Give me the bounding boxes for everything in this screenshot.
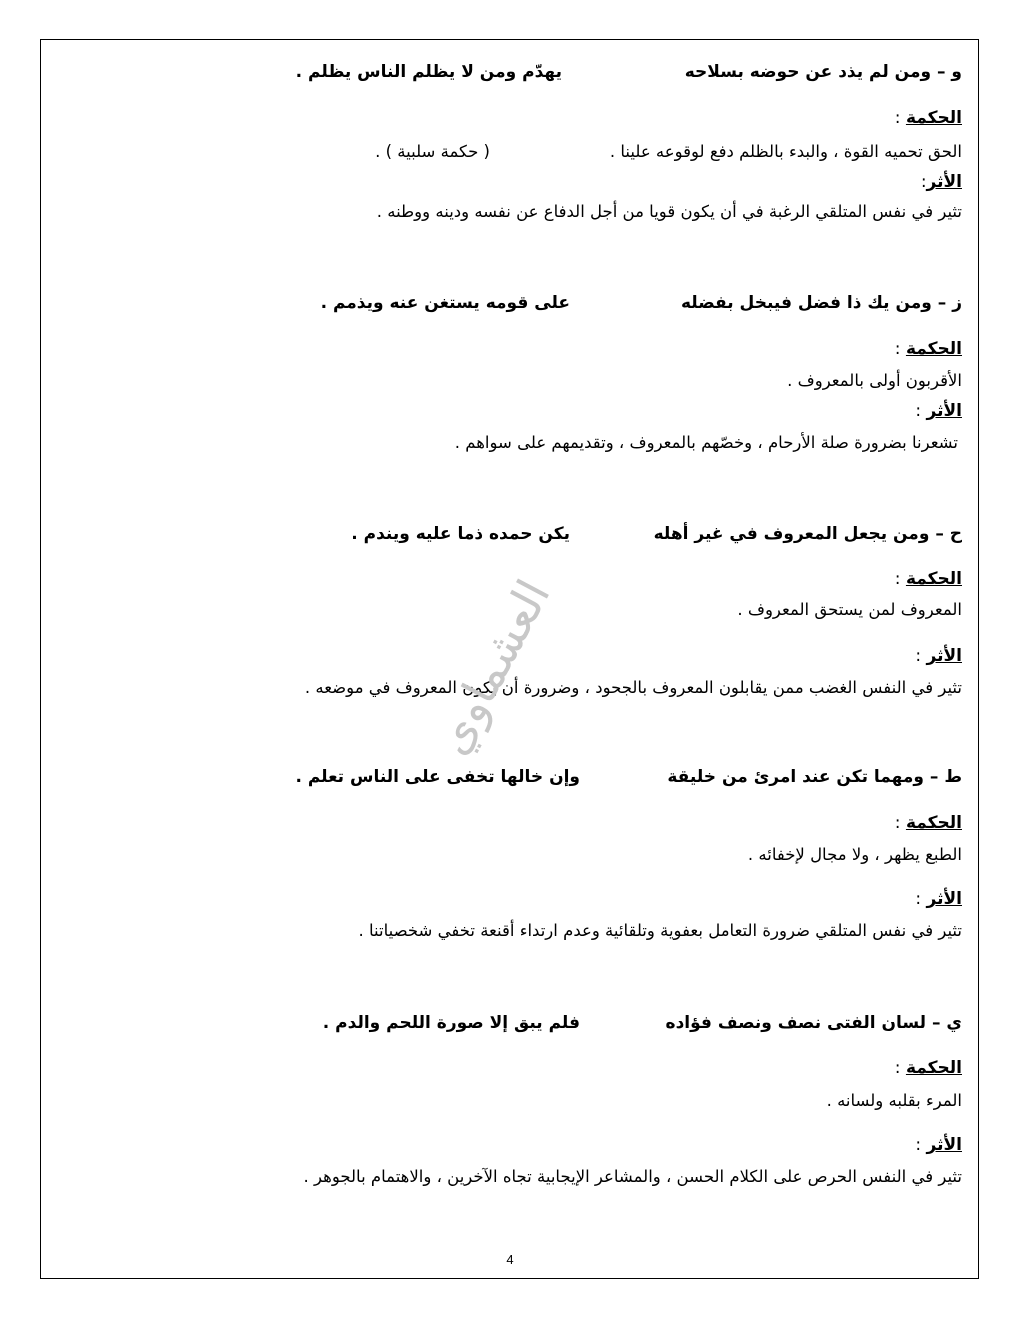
hemistich-first-text: ومن يك ذا فضل فيبخل بفضله bbox=[681, 293, 932, 313]
hemistich-second: يكن حمده ذما عليه ويندم . bbox=[351, 524, 570, 544]
wisdom-text: الحق تحميه القوة ، والبدء بالظلم دفع لوقوعه علينا . bbox=[609, 142, 962, 161]
effect-label-text: الأثر bbox=[926, 401, 962, 421]
wisdom-text: الطبع يظهر ، ولا مجال لإخفائه . bbox=[747, 845, 962, 864]
colon: : bbox=[894, 813, 901, 833]
verse-line bbox=[0, 62, 1020, 92]
colon: : bbox=[915, 401, 922, 421]
hemistich-first bbox=[681, 293, 962, 313]
colon: : bbox=[915, 889, 922, 909]
effect-text: تثير في نفس المتلقي الرغبة في أن يكون قويا من أجل الدفاع عن نفسه ودينه ووطنه . bbox=[376, 202, 962, 221]
effect-label-text: الأثر bbox=[926, 646, 962, 666]
wisdom-label bbox=[895, 569, 962, 589]
wisdom-label-text: الحكمة bbox=[905, 813, 962, 833]
effect-label-text: الأثر bbox=[926, 1135, 962, 1155]
verse-line bbox=[0, 767, 1020, 797]
hemistich-first bbox=[685, 62, 962, 82]
wisdom-label-text: الحكمة bbox=[905, 1058, 962, 1078]
colon: : bbox=[894, 108, 901, 128]
hemistich-first bbox=[666, 1013, 962, 1033]
effect-text: تثير في النفس الحرص على الكلام الحسن ، والمشاعر الإيجابية تجاه الآخرين ، والاهتمام بالجوهر . bbox=[303, 1167, 962, 1186]
wisdom-label-text: الحكمة bbox=[905, 569, 962, 589]
hemistich-first-text: ومن لم يذد عن حوضه بسلاحه bbox=[684, 62, 932, 82]
effect-label-text: الأثر bbox=[926, 889, 962, 909]
colon: : bbox=[894, 1058, 901, 1078]
effect-text: تثير في النفس الغضب ممن يقابلون المعروف بالجحود ، وضرورة أن يكون المعروف في موضعه . bbox=[304, 678, 962, 697]
wisdom-text: المعروف لمن يستحق المعروف . bbox=[737, 600, 962, 619]
colon: : bbox=[894, 569, 901, 589]
colon: : bbox=[894, 339, 901, 359]
effect-label bbox=[915, 646, 962, 666]
wisdom-note: ( حكمة سلبية ) . bbox=[375, 142, 490, 161]
wisdom-text: الأقربون أولى بالمعروف . bbox=[787, 371, 962, 390]
hemistich-first-text: ومهما تكن عند امرئ من خليقة bbox=[667, 767, 924, 787]
effect-label bbox=[915, 1135, 962, 1155]
wisdom-label bbox=[895, 1058, 962, 1078]
effect-label bbox=[921, 172, 962, 192]
hemistich-first-text: ومن يجعل المعروف في غير أهله bbox=[653, 524, 930, 544]
section-letter: ي – bbox=[932, 1013, 962, 1033]
verse-line bbox=[0, 293, 1020, 323]
effect-label bbox=[915, 401, 962, 421]
section-letter: ط – bbox=[929, 767, 962, 787]
colon: : bbox=[915, 1135, 922, 1155]
hemistich-second: وإن خالها تخفى على الناس تعلم . bbox=[295, 767, 580, 787]
hemistich-first bbox=[667, 767, 962, 787]
colon: : bbox=[915, 646, 922, 666]
section-letter: ح – bbox=[935, 524, 962, 544]
wisdom-label-text: الحكمة bbox=[905, 339, 962, 359]
colon: : bbox=[920, 172, 927, 192]
wisdom-label-text: الحكمة bbox=[905, 108, 962, 128]
effect-text: تشعرنا بضرورة صلة الأرحام ، وخصّهم بالمعروف ، وتقديمهم على سواهم . bbox=[454, 433, 958, 452]
wisdom-label bbox=[895, 813, 962, 833]
verse-line bbox=[0, 1013, 1020, 1043]
wisdom-label bbox=[895, 339, 962, 359]
hemistich-first bbox=[654, 524, 962, 544]
effect-label bbox=[915, 889, 962, 909]
watermark: العشماوي bbox=[424, 570, 561, 764]
page-number: 4 bbox=[506, 1252, 514, 1267]
hemistich-second: يهدّم ومن لا يظلم الناس يظلم . bbox=[295, 62, 562, 82]
wisdom-label bbox=[895, 108, 962, 128]
verse-line bbox=[0, 524, 1020, 554]
wisdom-text: المرء بقلبه ولسانه . bbox=[826, 1091, 962, 1110]
section-letter: ز – bbox=[937, 293, 962, 313]
hemistich-second: على قومه يستغن عنه ويذمم . bbox=[320, 293, 570, 313]
effect-label-text: الأثر bbox=[926, 172, 962, 192]
effect-text: تثير في نفس المتلقي ضرورة التعامل بعفوية وتلقائية وعدم ارتداء أقنعة تخفي شخصياتنا . bbox=[358, 921, 962, 940]
section-letter: و – bbox=[937, 62, 962, 82]
hemistich-second: فلم يبق إلا صورة اللحم والدم . bbox=[322, 1013, 580, 1033]
hemistich-first-text: لسان الفتى نصف ونصف فؤاده bbox=[665, 1013, 927, 1033]
